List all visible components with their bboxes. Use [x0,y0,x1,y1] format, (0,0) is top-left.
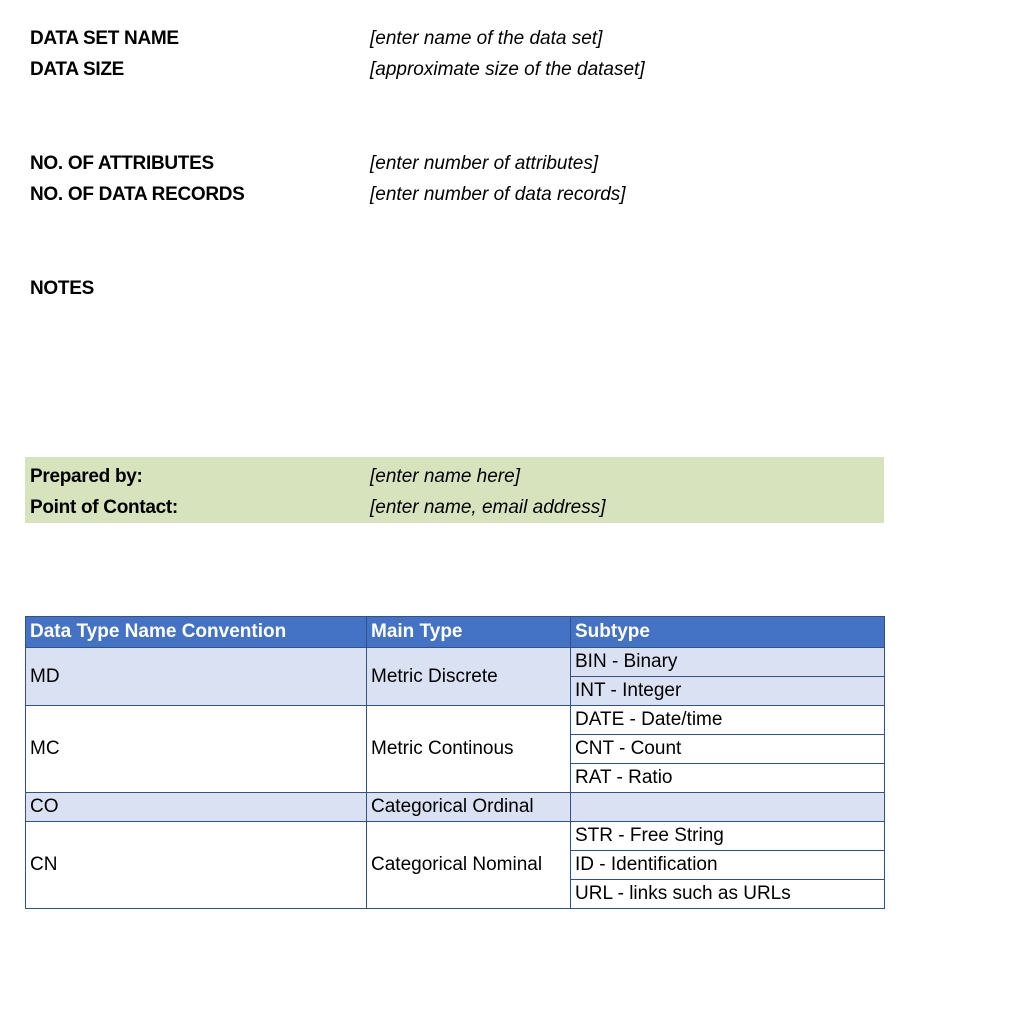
num-attributes-value[interactable]: [enter number of attributes] [370,153,599,174]
point-of-contact-row [30,492,890,523]
main-type-cell: Categorical Ordinal [367,793,571,822]
header-subtype: Subtype [571,617,885,648]
point-of-contact-label: Point of Contact: [30,497,178,518]
subtype-cell: INT - Integer [571,677,885,706]
subtype-cell: CNT - Count [571,735,885,764]
data-size-row [30,54,890,85]
prepared-by-label: Prepared by: [30,466,143,487]
table-row [26,648,885,677]
type-code-cell: CO [26,793,367,822]
table-row [26,793,885,822]
num-records-label: NO. OF DATA RECORDS [30,184,245,205]
table-header-row [26,617,885,648]
subtype-cell: ID - Identification [571,851,885,880]
notes-row [30,273,890,304]
table-row [26,822,885,851]
header-main-type: Main Type [367,617,571,648]
num-records-value[interactable]: [enter number of data records] [370,184,626,205]
data-type-table [25,616,885,909]
type-code-cell: MD [26,648,367,706]
subtype-cell: RAT - Ratio [571,764,885,793]
dataset-name-label: DATA SET NAME [30,28,179,49]
subtype-cell: DATE - Date/time [571,706,885,735]
subtype-cell [571,793,885,822]
num-records-row [30,179,890,210]
dataset-name-value[interactable]: [enter name of the data set] [370,28,603,49]
prepared-by-value[interactable]: [enter name here] [370,466,520,487]
type-code-cell: CN [26,822,367,909]
point-of-contact-value[interactable]: [enter name, email address] [370,497,606,518]
main-type-cell: Metric Discrete [367,648,571,706]
table-row [26,706,885,735]
main-type-cell: Metric Continous [367,706,571,793]
num-attributes-label: NO. OF ATTRIBUTES [30,153,214,174]
header-name-convention: Data Type Name Convention [26,617,367,648]
main-type-cell: Categorical Nominal [367,822,571,909]
num-attributes-row [30,148,890,179]
data-size-label: DATA SIZE [30,59,125,80]
notes-label: NOTES [30,278,94,299]
subtype-cell: URL - links such as URLs [571,880,885,909]
type-code-cell: MC [26,706,367,793]
data-size-value[interactable]: [approximate size of the dataset] [370,59,645,80]
prepared-by-row [30,461,890,492]
subtype-cell: STR - Free String [571,822,885,851]
subtype-cell: BIN - Binary [571,648,885,677]
dataset-name-row [30,23,890,54]
